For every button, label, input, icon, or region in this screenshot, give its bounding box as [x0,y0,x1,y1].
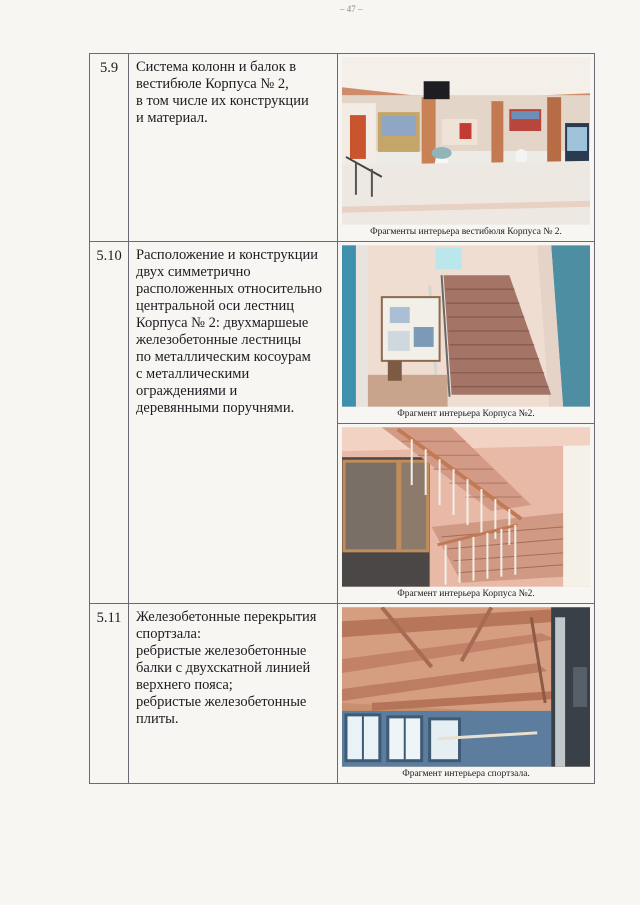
row-number: 5.10 [90,242,129,604]
objects-table [89,53,595,784]
photo-cell [338,54,595,242]
table-row [90,54,595,242]
staircase-photo-1 [342,245,590,407]
row-description: Расположение и конструкции двух симметрично расположенных относительно центральной оси лестниц Корпуса № 2: двухмаршеые железобетонные лестницы по металлическим косоурам с металлическими ограждениями и деревянными поручнями. [129,242,338,604]
row-description: Железобетонные перекрытия спортзала: ребристые железобетонные балки с двухскатной линией верхнего пояса; ребристые железобетонные плиты. [129,604,338,784]
photo-cell [338,604,595,784]
figure [338,242,594,423]
photo-caption: Фрагмент интерьера Корпуса №2. [397,589,535,599]
page-number-mark: – 47 – [340,4,363,14]
row-number: 5.9 [90,54,129,242]
gym-ceiling-photo [342,607,590,767]
row-description: Система колонн и балок в вестибюле Корпуса № 2, в том числе их конструкции и материал. [129,54,338,242]
photo-cell [338,242,595,604]
vestibule-photo [342,57,590,225]
table-row [90,242,595,604]
row-number: 5.11 [90,604,129,784]
photo-caption: Фрагменты интерьера вестибюля Корпуса № 2. [370,227,562,237]
photo-caption: Фрагмент интерьера спортзала. [402,769,530,779]
photo-caption: Фрагмент интерьера Корпуса №2. [397,409,535,419]
table-row [90,604,595,784]
staircase-photo-2 [342,427,590,587]
figure [338,54,594,241]
figure [338,423,594,603]
figure [338,604,594,783]
